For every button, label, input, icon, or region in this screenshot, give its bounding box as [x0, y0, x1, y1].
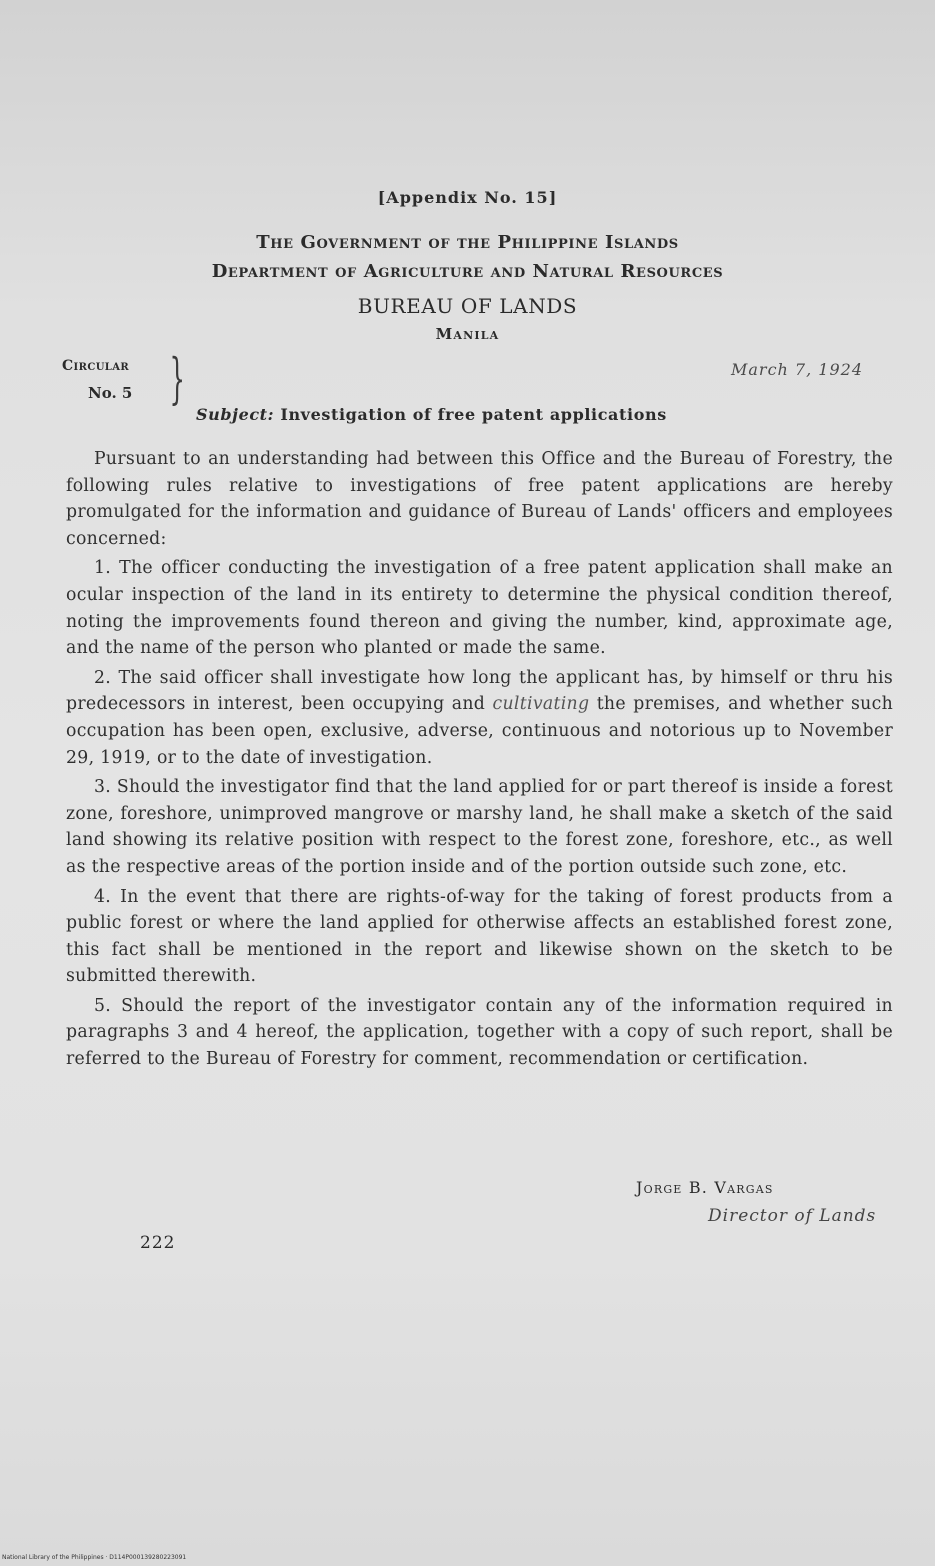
- rule-1: 1. The officer conducting the investigation of a free patent application shall make an ocular inspection of the land in its entirety to determine the physical condition thereof, noting the improvements found thereon and giving the number, kind, approximate age, and the name of the person who planted or made the same.: [66, 558, 893, 659]
- subject-text: Investigation of free patent applications: [280, 405, 667, 424]
- circular-date: March 7, 1924: [731, 360, 863, 379]
- bureau-heading: BUREAU OF LANDS: [357, 294, 578, 318]
- subject-label: Subject:: [196, 405, 275, 424]
- rule-2-part-a: 2. The said officer shall investigate how long the applicant has, by himself or thru his predecessors in interest, been occupying and: [66, 667, 893, 715]
- signatory-name: Jorge B. Vargas: [636, 1178, 774, 1197]
- government-heading: The Government of the Philippine Islands: [256, 232, 679, 253]
- circular-body: [66, 446, 893, 1073]
- appendix-heading: [Appendix No. 15]: [377, 188, 558, 207]
- rule-5: 5. Should the report of the investigator contain any of the information required in paragraphs 3 and 4 hereof, the application, together with a copy of such report, shall be referred to the Bureau of Forestry for comment, recommendation or certification.: [66, 995, 893, 1070]
- rule-2: [66, 665, 893, 771]
- intro-paragraph: Pursuant to an understanding had between this Office and the Bureau of Forestry, the following rules relative to investigations of free patent applications are hereby promulgated for the information and guidance of Bureau of Lands' officers and employees concerned:: [66, 449, 893, 549]
- circular-label: Circular: [62, 358, 130, 374]
- rule-2-emphasis: cultivating: [492, 694, 590, 715]
- signatory-title: Director of Lands: [708, 1206, 877, 1226]
- circular-number: No. 5: [88, 384, 133, 402]
- rule-3: 3. Should the investigator find that the land applied for or part thereof is inside a forest zone, foreshore, unimproved mangrove or marshy land, he shall make a sketch of the said land showing its relative position with respect to the forest zone, foreshore, etc., as well as the respective areas of the portion inside and of the portion outside such zone, etc.: [66, 777, 893, 877]
- subject-line: [196, 405, 667, 424]
- department-heading: Department of Agriculture and Natural Resources: [211, 261, 724, 282]
- brace-icon: }: [169, 347, 185, 410]
- city-heading: Manila: [435, 325, 500, 343]
- rule-4: 4. In the event that there are rights-of-way for the taking of forest products from a public forest or where the land applied for otherwise affects an established forest zone, this fact shall be mentioned in the report and likewise shown on the sketch to be submitted therewith.: [66, 886, 893, 987]
- page-number: 222: [140, 1233, 176, 1253]
- footer-caption: National Library of the Philippines · D114P000139280223091: [2, 1554, 187, 1561]
- rule-2-part-b: the premises, and whether such occupation has been open, exclusive, adverse, continuous and notorious up to November 29, 1919, or to the date of investigation.: [66, 694, 894, 768]
